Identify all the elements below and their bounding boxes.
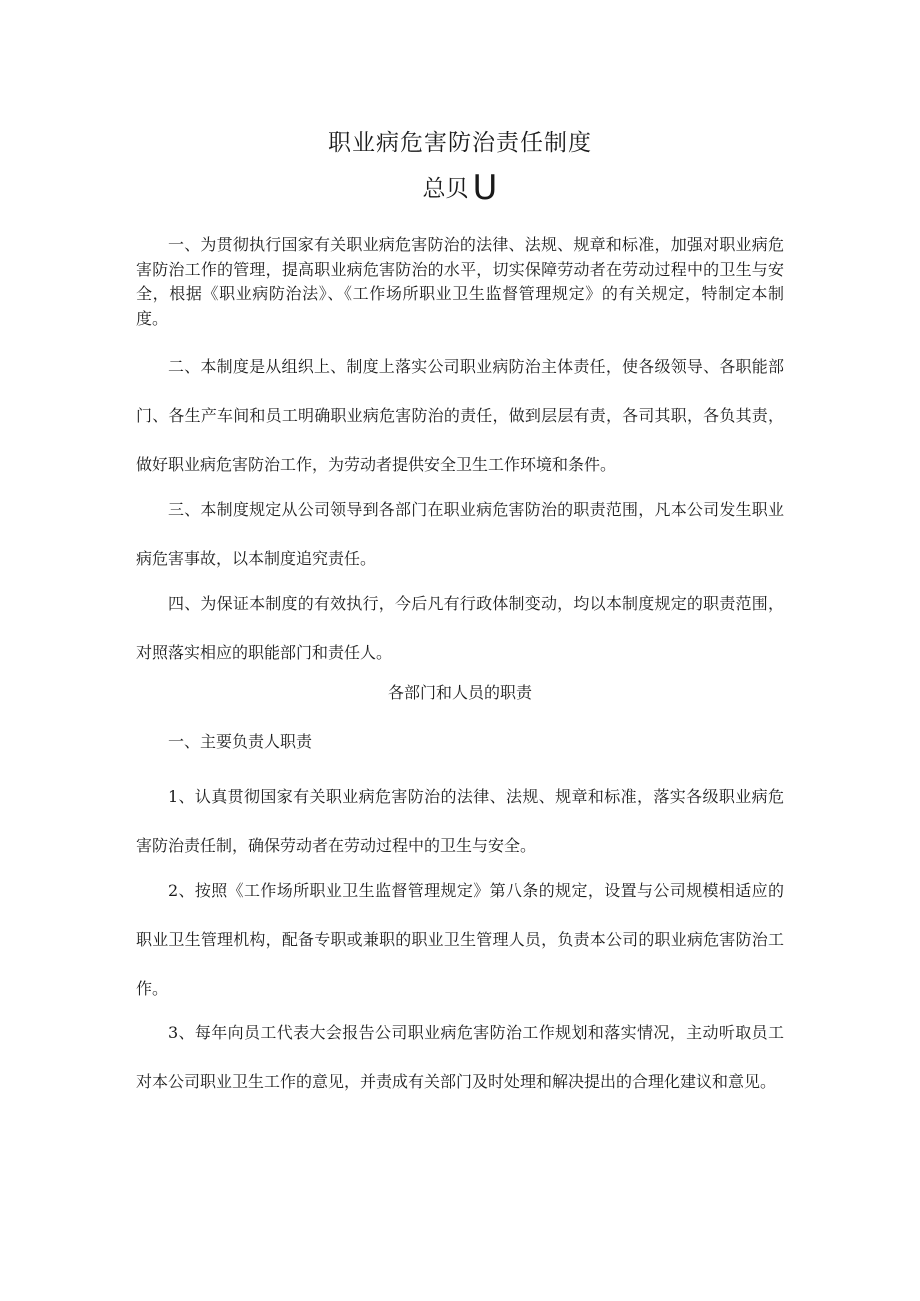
duty-item-1: 1、认真贯彻国家有关职业病危害防治的法律、法规、规章和标准，落实各级职业病危害防治责任制，确保劳动者在劳动过程中的卫生与安全。: [136, 787, 784, 855]
duty-item-3: 3、每年向员工代表大会报告公司职业病危害防治工作规划和落实情况，主动听取员工对本公司职业卫生工作的意见，并责成有关部门及时处理和解决提出的合理化建议和意见。: [136, 1023, 784, 1091]
section-heading-principal: 一、主要负责人职责: [168, 732, 313, 751]
subtitle-prefix: 总贝: [422, 176, 469, 202]
subtitle-suffix: U: [472, 168, 498, 208]
general-paragraph-1: 一、为贯彻执行国家有关职业病危害防治的法律、法规、规章和标准，加强对职业病危害防治工作的管理，提高职业病危害防治的水平，切实保障劳动者在劳动过程中的卫生与安全，根据《职业病防治法》、《工作场所职业卫生监督管理规定》的有关规定，特制定本制度。: [136, 235, 784, 328]
document-title: 职业病危害防治责任制度: [328, 130, 592, 156]
duties-heading: 各部门和人员的职责: [387, 683, 532, 702]
general-paragraph-2: 二、本制度是从组织上、制度上落实公司职业病防治主体责任，使各级领导、各职能部门、各生产车间和员工明确职业病危害防治的责任，做到层层有责，各司其职，各负其责，做好职业病危害防治工作，为劳动者提供安全卫生工作环境和条件。: [136, 357, 784, 474]
general-paragraph-4: 四、为保证本制度的有效执行，今后凡有行政体制变动，均以本制度规定的职责范围，对照落实相应的职能部门和责任人。: [136, 594, 784, 662]
document-subtitle: [0, 168, 920, 208]
duty-item-2: 2、按照《工作场所职业卫生监督管理规定》第八条的规定，设置与公司规模相适应的职业卫生管理机构，配备专职或兼职的职业卫生管理人员，负责本公司的职业病危害防治工作。: [136, 881, 784, 998]
general-paragraph-3: 三、本制度规定从公司领导到各部门在职业病危害防治的职责范围，凡本公司发生职业病危害事故，以本制度追究责任。: [136, 500, 784, 568]
